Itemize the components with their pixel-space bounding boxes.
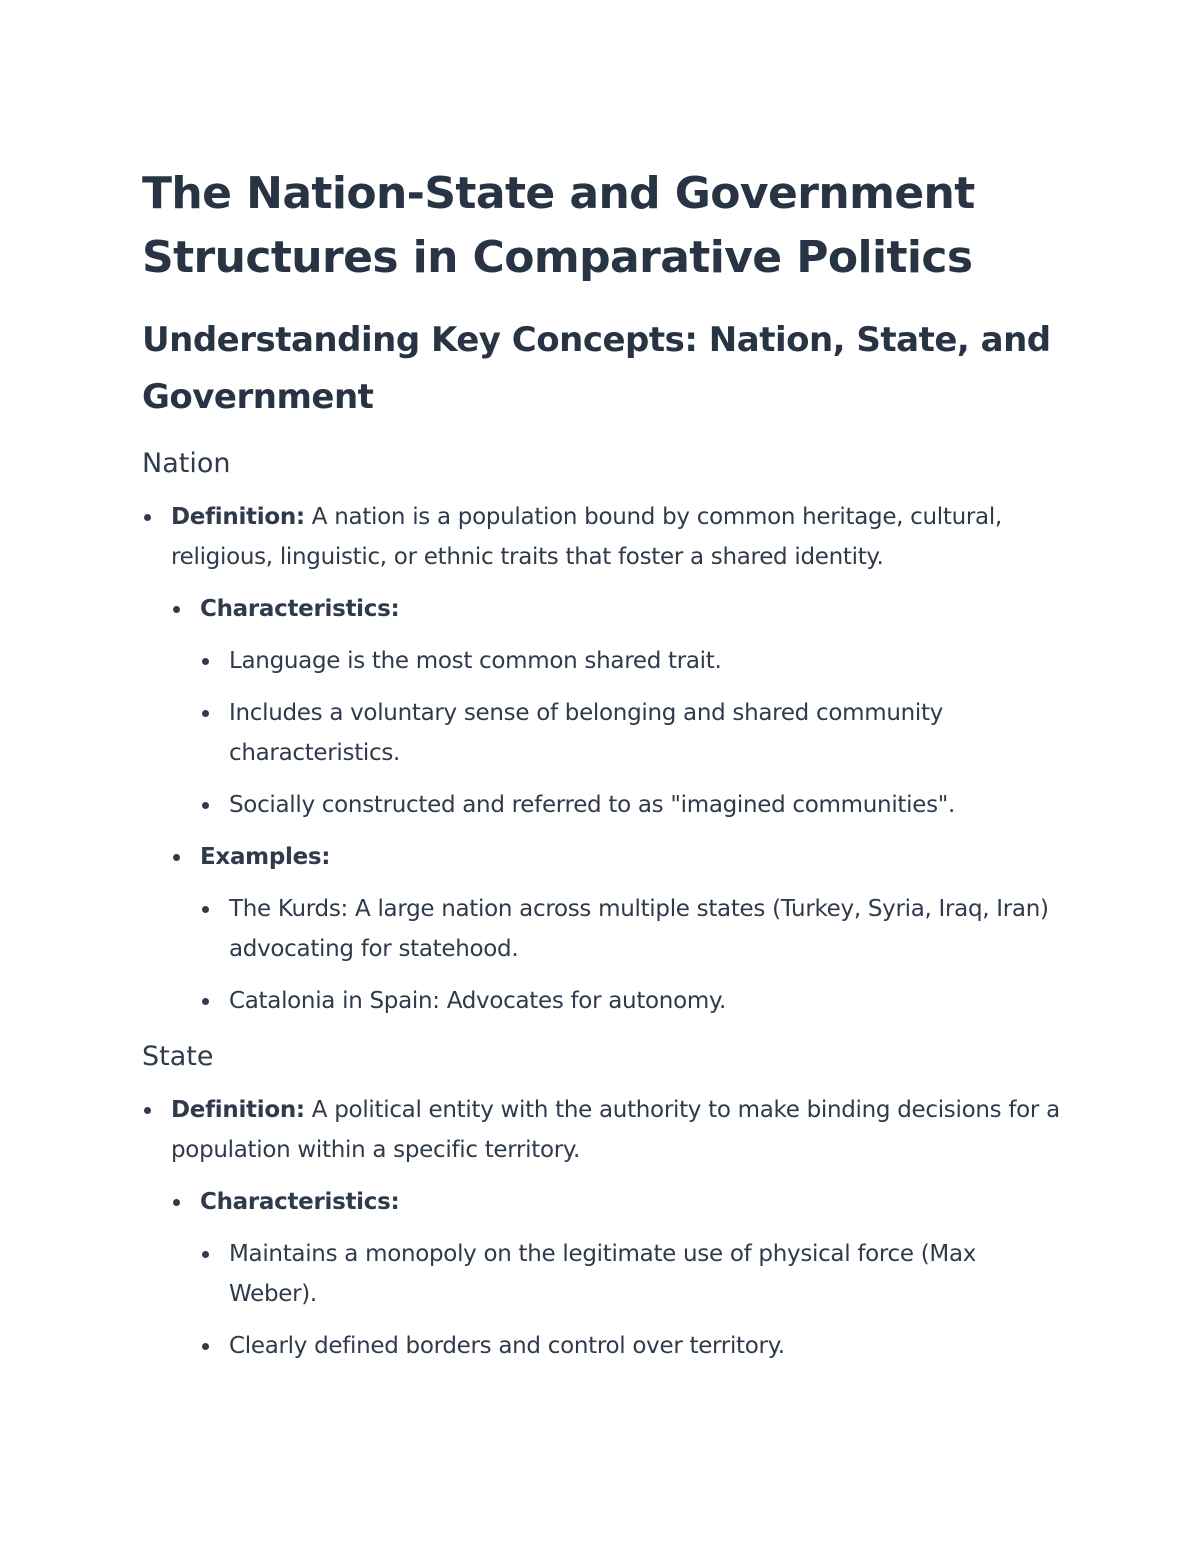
definition-label: Definition: <box>171 1097 305 1123</box>
state-definition <box>142 1090 1062 1366</box>
document-page <box>142 162 1062 1366</box>
section-heading: Understanding Key Concepts: Nation, State, and Government <box>142 320 1051 417</box>
state-heading: State <box>142 1041 214 1072</box>
list-item: Maintains a monopoly on the legitimate use of physical force (Max Weber). <box>200 1234 1062 1314</box>
list-item: Catalonia in Spain: Advocates for autonomy. <box>200 981 1062 1021</box>
list-item: Language is the most common shared trait. <box>200 641 1062 681</box>
characteristics-label: Characteristics: <box>200 596 400 622</box>
list-item: The Kurds: A large nation across multiple states (Turkey, Syria, Iraq, Iran) advocating for statehood. <box>200 889 1062 969</box>
nation-list <box>142 497 1062 1021</box>
definition-text: A nation is a population bound by common heritage, cultural, religious, linguistic, or ethnic traits that foster a shared identity. <box>171 504 1002 570</box>
examples-label: Examples: <box>200 844 331 870</box>
list-item: Clearly defined borders and control over territory. <box>200 1326 1062 1366</box>
page-title: The Nation-State and Government Structures in Comparative Politics <box>142 168 975 283</box>
list-item: Includes a voluntary sense of belonging and shared community characteristics. <box>200 693 1062 773</box>
state-list <box>142 1090 1062 1366</box>
state-characteristics <box>171 1182 1062 1366</box>
characteristics-label: Characteristics: <box>200 1189 400 1215</box>
definition-text: A political entity with the authority to make binding decisions for a population within a specific territory. <box>171 1097 1060 1163</box>
nation-examples <box>171 837 1062 1021</box>
nation-characteristics <box>171 589 1062 825</box>
definition-label: Definition: <box>171 504 305 530</box>
list-item: Socially constructed and referred to as "imagined communities". <box>200 785 1062 825</box>
nation-definition <box>142 497 1062 1021</box>
nation-heading: Nation <box>142 448 231 479</box>
